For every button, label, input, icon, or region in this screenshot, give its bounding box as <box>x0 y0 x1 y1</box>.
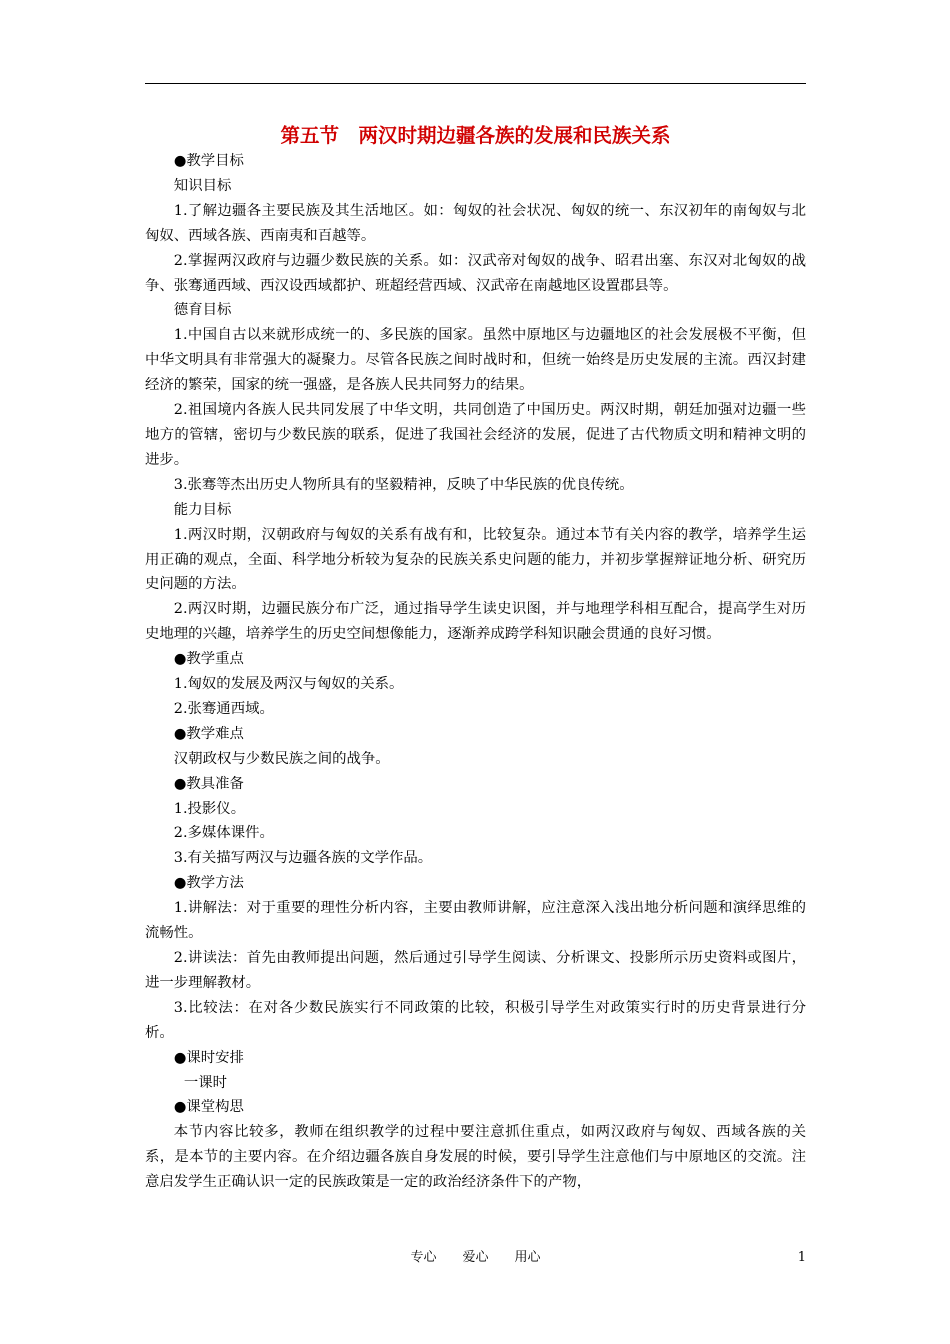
paragraph: 1.投影仪。 <box>173 800 246 817</box>
page-number: 1 <box>797 1250 806 1265</box>
paragraph: 能力目标 <box>173 501 232 518</box>
paragraph: ●课堂构思 <box>173 1099 244 1116</box>
paragraph: 1.匈奴的发展及两汉与匈奴的关系。 <box>173 676 404 693</box>
paragraph: 3.有关描写两汉与边疆各族的文学作品。 <box>173 850 433 867</box>
paragraph: 一课时 <box>183 1074 228 1091</box>
paragraph: 3.张骞等杰出历史人物所具有的坚毅精神，反映了中华民族的优良传统。 <box>173 476 634 493</box>
paragraph: 2.张骞通西域。 <box>173 700 274 717</box>
paragraph: 2.两汉时期，边疆民族分布广泛，通过指导学生读史识图，并与地理学科相互配合，提高学生对历史地理的兴趣，培养学生的历史空间想像能力，逐渐养成跨学科知识融会贯通的良好习惯。 <box>145 601 806 643</box>
page-title: 第五节 两汉时期边疆各族的发展和民族关系 <box>280 124 671 147</box>
paragraph: 汉朝政权与少数民族之间的战争。 <box>173 750 390 767</box>
paragraph: ●教学难点 <box>173 725 244 742</box>
paragraph: 3.比较法：在对各少数民族实行不同政策的比较，积极引导学生对政策实行时的历史背景进行分析。 <box>145 999 806 1041</box>
paragraph: ●课时安排 <box>173 1049 244 1066</box>
paragraph: 1.了解边疆各主要民族及其生活地区。如：匈奴的社会状况、匈奴的统一、东汉初年的南匈奴与北匈奴、西域各族、西南夷和百越等。 <box>145 202 806 244</box>
paragraph: ●教学重点 <box>173 651 244 668</box>
header-rule <box>145 83 806 84</box>
paragraph: 2.多媒体课件。 <box>173 825 274 842</box>
paragraph: 2.讲读法：首先由教师提出问题，然后通过引导学生阅读、分析课文、投影所示历史资料或图片，进一步理解教材。 <box>145 950 806 991</box>
paragraph: 1.中国自古以来就形成统一的、多民族的国家。虽然中原地区与边疆地区的社会发展极不平衡，但中华文明具有非常强大的凝聚力。尽管各民族之间时战时和，但统一始终是历史发展的主流。西汉封建经济的繁荣，国家的统一强盛，是各族人民共同努力的结果。 <box>145 327 806 394</box>
footer-slogan: 专心 爱心 用心 <box>410 1250 541 1265</box>
paragraph: ●教学方法 <box>173 875 244 892</box>
paragraph: ●教具准备 <box>173 775 244 792</box>
paragraph: 德育目标 <box>173 302 232 319</box>
paragraph: 2.掌握两汉政府与边疆少数民族的关系。如：汉武帝对匈奴的战争、昭君出塞、东汉对北匈奴的战争、张骞通西域、西汉设西域都护、班超经营西域、汉武帝在南越地区设置郡县等。 <box>145 252 806 294</box>
paragraph: ●教学目标 <box>173 153 244 169</box>
paragraph: 本节内容比较多，教师在组织教学的过程中要注意抓住重点，如两汉政府与匈奴、西域各族的关系，是本节的主要内容。在介绍边疆各族自身发展的时候，要引导学生注意他们与中原地区的交流。注意启发学生正确认识一定的民族政策是一定的政治经济条件下的产物， <box>145 1124 806 1191</box>
paragraph: 1.讲解法：对于重要的理性分析内容，主要由教师讲解，应注意深入浅出地分析问题和演绎思维的流畅性。 <box>145 900 806 942</box>
document-body <box>145 149 806 1195</box>
paragraph: 知识目标 <box>173 177 232 194</box>
paragraph: 1.两汉时期，汉朝政府与匈奴的关系有战有和，比较复杂。通过本节有关内容的教学，培养学生运用正确的观点，全面、科学地分析较为复杂的民族关系史问题的能力，并初步掌握辩证地分析、研究历史问题的方法。 <box>145 526 806 593</box>
paragraph: 2.祖国境内各族人民共同发展了中华文明，共同创造了中国历史。两汉时期，朝廷加强对边疆一些地方的管辖，密切与少数民族的联系，促进了我国社会经济的发展，促进了古代物质文明和精神文明的进步。 <box>145 402 806 468</box>
